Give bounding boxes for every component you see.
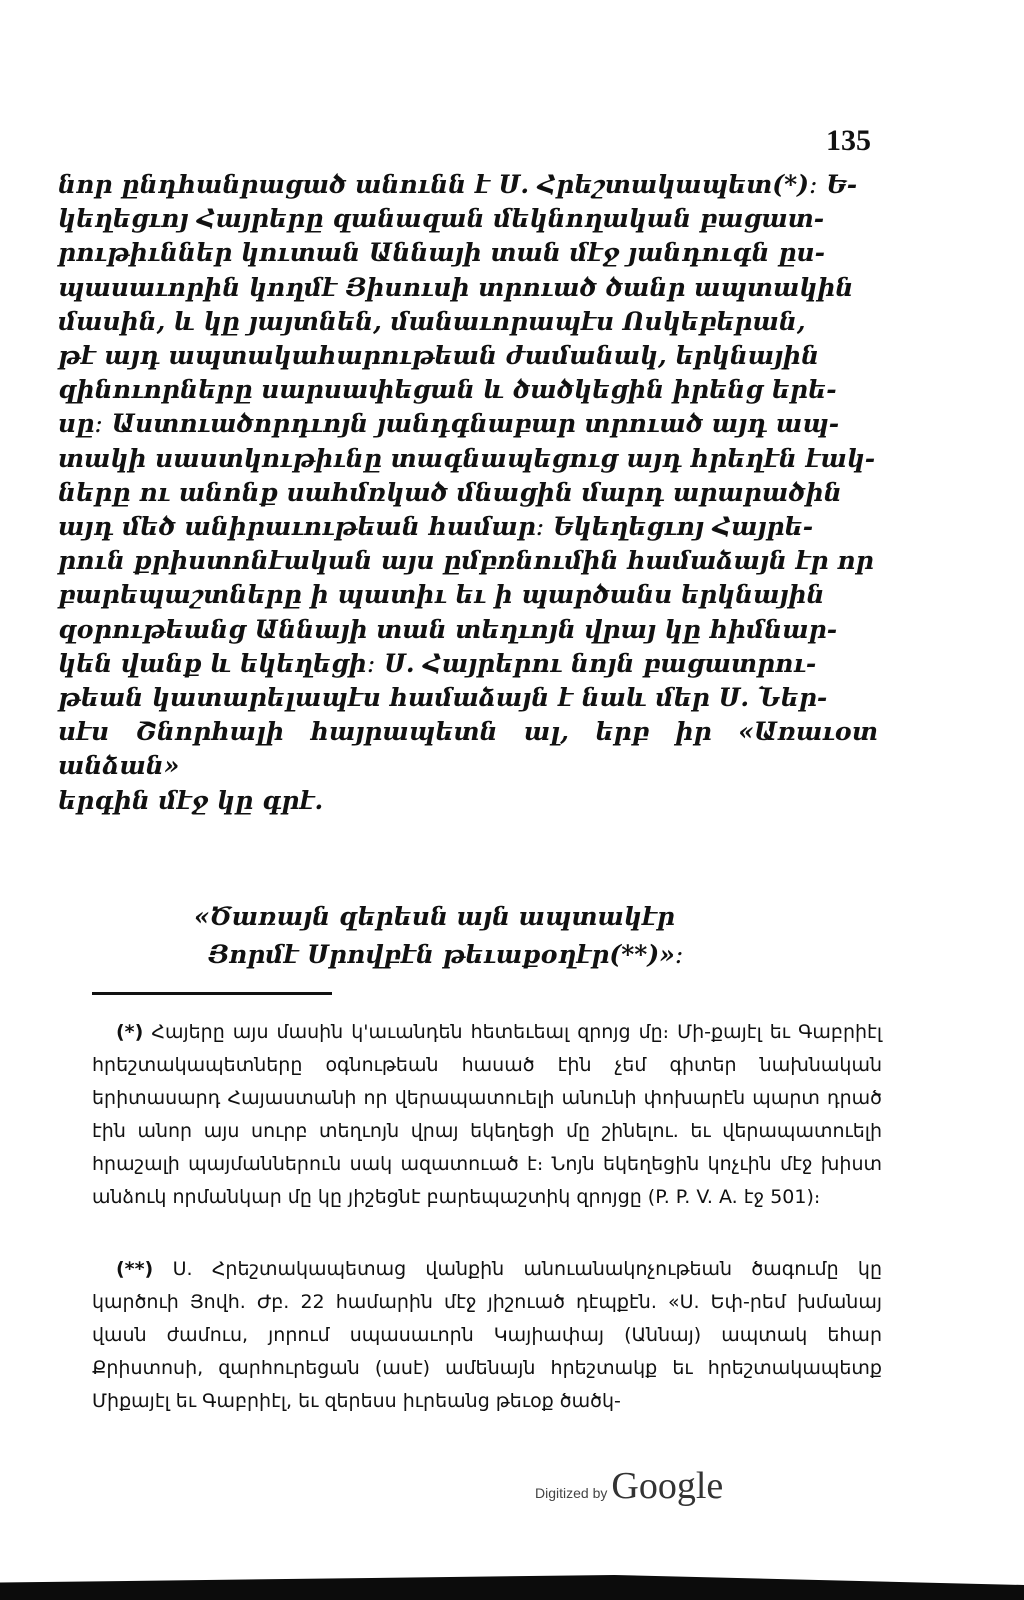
text-line: բարեպաշտները ի պատիւ եւ ի պարծանս երկնային [58,580,825,610]
main-text [58,168,878,818]
quote-line-2: Յորմէ Սրովբէն թեւաքօղէր(**)»։ [208,940,684,969]
watermark-prefix: Digitized by [535,1485,608,1501]
digitized-watermark [535,1464,723,1508]
footnote-marker: (*) [116,1021,144,1043]
text-line: երգին մէջ կը գրէ. [58,785,324,815]
text-line: զինուորները սարսափեցան և ծածկեցին իրենց երե- [58,375,837,405]
text-line: րութիւններ կուտան Աննայի տան մէջ յանդուգն ըս- [58,238,826,268]
text-line: սէս Շնորհալի հայրապետն ալ, երբ իր «Առաւօտ անձան» [58,717,878,781]
text-line: այդ մեծ անիրաւութեան համար։ Եկեղեցւոյ Հայրե- [58,512,814,542]
scan-edge [0,1575,1024,1600]
text-line: պասաւորին կողմէ Յիսուսի տրուած ծանր ապտակին [58,272,854,302]
footnote-divider [92,992,332,995]
text-line: րուն քրիստոնէական այս ըմբռնումին համաձայն էր որ [58,546,874,576]
text-line: կեղեցւոյ Հայրերը զանազան մեկնողական բացատ- [58,204,825,234]
text-line: ները ու անոնք սահմռկած մնացին մարդ արարածին [58,477,842,507]
text-line: թէ այդ ապտակահարութեան ժամանակ, երկնային [58,341,820,371]
text-line: թեան կատարելապէս համաձայն է նաև մեր Ս. Ներ- [58,683,828,713]
text-line: կեն վանք և եկեղեցի։ Ս. Հայրերու նոյն բացատրու- [58,648,817,678]
text-line: նոր ընդհանրացած անունն է Ս. Հրեշտակապետ(*)։ Ե- [58,170,858,199]
footnote-1 [92,1016,882,1214]
footnote-2 [92,1253,882,1418]
text-line: տակի սաստկութիւնը տագնապեցուց այդ հրեղէն էակ- [58,443,876,473]
page-number: 135 [826,124,871,157]
quote-line-1: «Ծառայն զերեսն այն ապտակէր [194,902,675,931]
text-line: մասին, և կը յայտնեն, մանաւորապէս Ոսկեբերան, [58,306,806,336]
text-line: զօրութեանց Աննայի տան տեղւոյն վրայ կը հիմնար- [58,614,838,644]
google-logo: Google [611,1465,724,1507]
footnote-marker: (**) [116,1258,154,1280]
footnote-text: Հայերը այս մասին կ'աւանդեն հետեւեալ զրոյց մը։ Մի-քայէլ եւ Գաբրիէլ հրեշտակապետները օգնութեան հասած էին չեմ գիտեր նախնական երիտասարդ Հայաստանի որ վերապատուելի անունի փոխարէն պարտ դրած էին անոր այս սուրբ տեղւոյն վրայ եկեղեցի մը շինելու. եւ վերապատուելի հրաշալի պայմաններուն սակ ազատուած է։ Նոյն եկեղեցին կոչւին մէջ խիստ անձուկ որմանկար մը կը յիշեցնէ բարեպաշտիկ զրոյցը (P. P. V. A. էջ 501)։ [92,1021,882,1208]
footnote-text: Ս. Հրեշտակապետաց վանքին անուանակոչութեան ծագումը կը կարծուի Յովհ. Ժբ. 22 համարին մէջ յիշուած դէպքէն. «Ս. Եփ-րեմ խմանայ վասն ժամուս, յորում սպասաւորն Կայիափայ (Աննայ) ապտակ եհար Քրիստոսի, զարհուրեցան (ասէ) ամենայն հրեշտակք եւ հրեշտակապետք Միքայէլ եւ Գաբրիէլ, եւ զերեսս իւրեանց թեւօք ծածկ- [92,1258,882,1412]
text-line: սը։ Աստուածորդւոյն յանդգնաբար տրուած այդ ապ- [58,409,840,439]
